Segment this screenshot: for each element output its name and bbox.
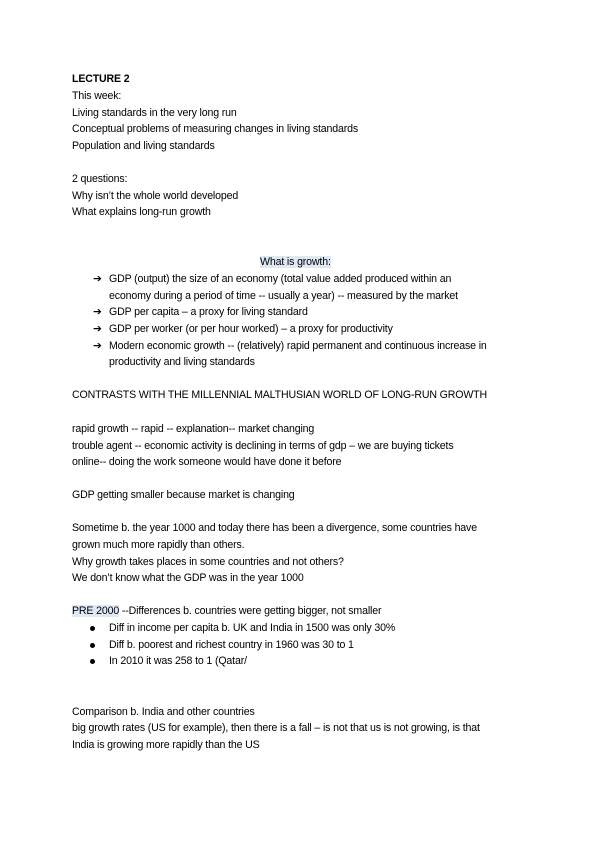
growth-item-1-line-2: economy during a period of time -- usually a year) -- measured by the market [109,290,458,302]
rapid-line-2: trouble agent -- economic activity is declining in terms of gdp – we are buying tickets [72,440,454,452]
divergence-line-3: Why growth takes places in some countries and not others? [72,556,344,568]
this-week-label: This week: [72,90,122,102]
arrow-bullet-icon: ➔ [93,306,102,318]
rapid-line-1: rapid growth -- rapid -- explanation-- market changing [72,423,315,435]
bullet-dot-icon [90,659,95,664]
growth-item-3-line-1: GDP per worker (or per hour worked) – a proxy for productivity [109,323,393,335]
divergence-line-2: grown much more rapidly than others. [72,539,245,551]
topic-2: Conceptual problems of measuring changes in living standards [72,123,359,135]
gdp-smaller: GDP getting smaller because market is changing [72,489,295,501]
comparison-line-3: India is growing more rapidly than the US [72,739,260,751]
rapid-line-3: online-- doing the work someone would have done it before [72,456,342,468]
arrow-bullet-icon: ➔ [93,273,102,285]
growth-item-1-line-1: GDP (output) the size of an economy (total value added produced within an [109,273,452,285]
pre2000-bullet-1-text: Diff in income per capita b. UK and India in 1500 was only 30% [109,622,396,634]
bullet-dot-icon [90,643,95,648]
comparison-line-1: Comparison b. India and other countries [72,706,255,718]
topic-3: Population and living standards [72,140,215,152]
pre2000-rest: --Differences b. countries were getting bigger, not smaller [119,605,382,617]
growth-item-2-line-1: GDP per capita – a proxy for living standard [109,306,308,318]
topic-1: Living standards in the very long run [72,107,237,119]
question-1: Why isn’t the whole world developed [72,190,239,202]
contrasts-heading: CONTRASTS WITH THE MILLENNIAL MALTHUSIAN WORLD OF LONG-RUN GROWTH [72,389,488,401]
pre2000-bullet-2-text: Diff b. poorest and richest country in 1960 was 30 to 1 [109,639,354,651]
pre2000-line [72,605,381,617]
divergence-line-1: Sometime b. the year 1000 and today there has been a divergence, some countries have [72,522,477,534]
growth-item-4-line-2: productivity and living standards [109,356,255,368]
pre2000-highlight: PRE 2000 [72,605,120,617]
bullet-dot-icon [90,626,95,631]
arrow-bullet-icon: ➔ [93,323,102,335]
arrow-bullet-icon: ➔ [93,340,102,352]
pre2000-bullet-3-text: In 2010 it was 258 to 1 (Qatar/ [109,655,247,667]
divergence-line-4: We don’t know what the GDP was in the year 1000 [72,572,304,584]
growth-item-4-line-1: Modern economic growth -- (relatively) rapid permanent and continuous increase in [109,340,487,352]
question-2: What explains long-run growth [72,206,211,218]
growth-heading [260,256,331,268]
growth-heading-text: What is growth: [260,256,331,268]
questions-label: 2 questions: [72,173,128,185]
lecture-title: LECTURE 2 [72,73,130,85]
comparison-line-2: big growth rates (US for example), then there is a fall – is not that us is not growing, is that [72,722,480,734]
